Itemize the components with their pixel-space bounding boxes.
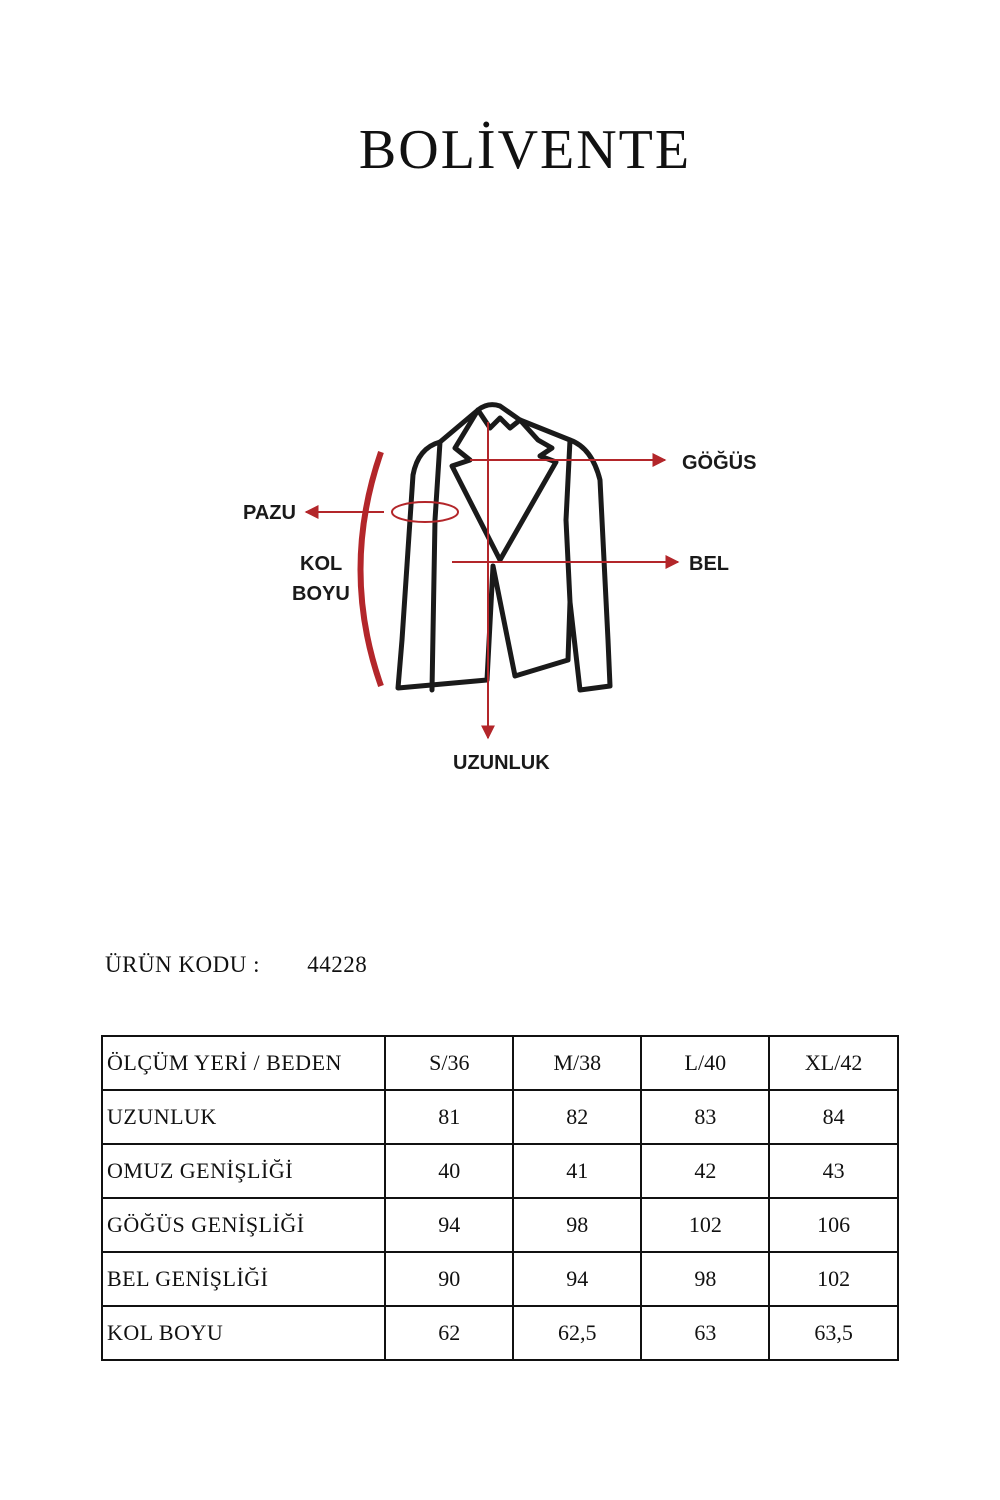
boyu-label: BOYU <box>292 583 350 605</box>
pazu-label: PAZU <box>243 502 296 524</box>
table-cell: 98 <box>641 1252 769 1306</box>
table-cell: 63 <box>641 1306 769 1360</box>
uzunluk-label: UZUNLUK <box>453 752 550 774</box>
table-cell: 43 <box>769 1144 898 1198</box>
row-label: BEL GENİŞLİĞİ <box>102 1252 385 1306</box>
product-code-value: 44228 <box>307 952 368 977</box>
product-code-label: ÜRÜN KODU : <box>105 952 260 977</box>
gogus-label: GÖĞÜS <box>682 452 757 474</box>
table-cell: 40 <box>385 1144 513 1198</box>
table-cell: 102 <box>641 1198 769 1252</box>
table-cell: 81 <box>385 1090 513 1144</box>
kol-label: KOL <box>300 553 343 575</box>
table-cell: 84 <box>769 1090 898 1144</box>
table-row <box>102 1252 898 1306</box>
bel-label: BEL <box>689 553 729 575</box>
header-cell: ÖLÇÜM YERİ / BEDEN <box>102 1036 385 1090</box>
header-cell: L/40 <box>641 1036 769 1090</box>
table-cell: 63,5 <box>769 1306 898 1360</box>
jacket-outline <box>398 405 610 690</box>
row-label: OMUZ GENİŞLİĞİ <box>102 1144 385 1198</box>
kol-boyu-arc <box>361 452 382 686</box>
table-header-row <box>102 1036 898 1090</box>
row-label: UZUNLUK <box>102 1090 385 1144</box>
table-cell: 94 <box>385 1198 513 1252</box>
table-cell: 62,5 <box>513 1306 641 1360</box>
table-row <box>102 1306 898 1360</box>
table-row <box>102 1144 898 1198</box>
row-label: GÖĞÜS GENİŞLİĞİ <box>102 1198 385 1252</box>
header-cell: XL/42 <box>769 1036 898 1090</box>
table-cell: 82 <box>513 1090 641 1144</box>
header-cell: M/38 <box>513 1036 641 1090</box>
table-cell: 83 <box>641 1090 769 1144</box>
pazu-ellipse <box>392 502 458 522</box>
table-cell: 102 <box>769 1252 898 1306</box>
table-row <box>102 1090 898 1144</box>
brand-logo: BOLİVENTE <box>358 119 692 181</box>
table-cell: 42 <box>641 1144 769 1198</box>
row-label: KOL BOYU <box>102 1306 385 1360</box>
table-cell: 106 <box>769 1198 898 1252</box>
table-row <box>102 1198 898 1252</box>
table-cell: 90 <box>385 1252 513 1306</box>
table-cell: 62 <box>385 1306 513 1360</box>
table-cell: 98 <box>513 1198 641 1252</box>
size-table <box>101 1035 899 1361</box>
product-code-row <box>105 952 367 978</box>
header-cell: S/36 <box>385 1036 513 1090</box>
table-cell: 41 <box>513 1144 641 1198</box>
table-cell: 94 <box>513 1252 641 1306</box>
